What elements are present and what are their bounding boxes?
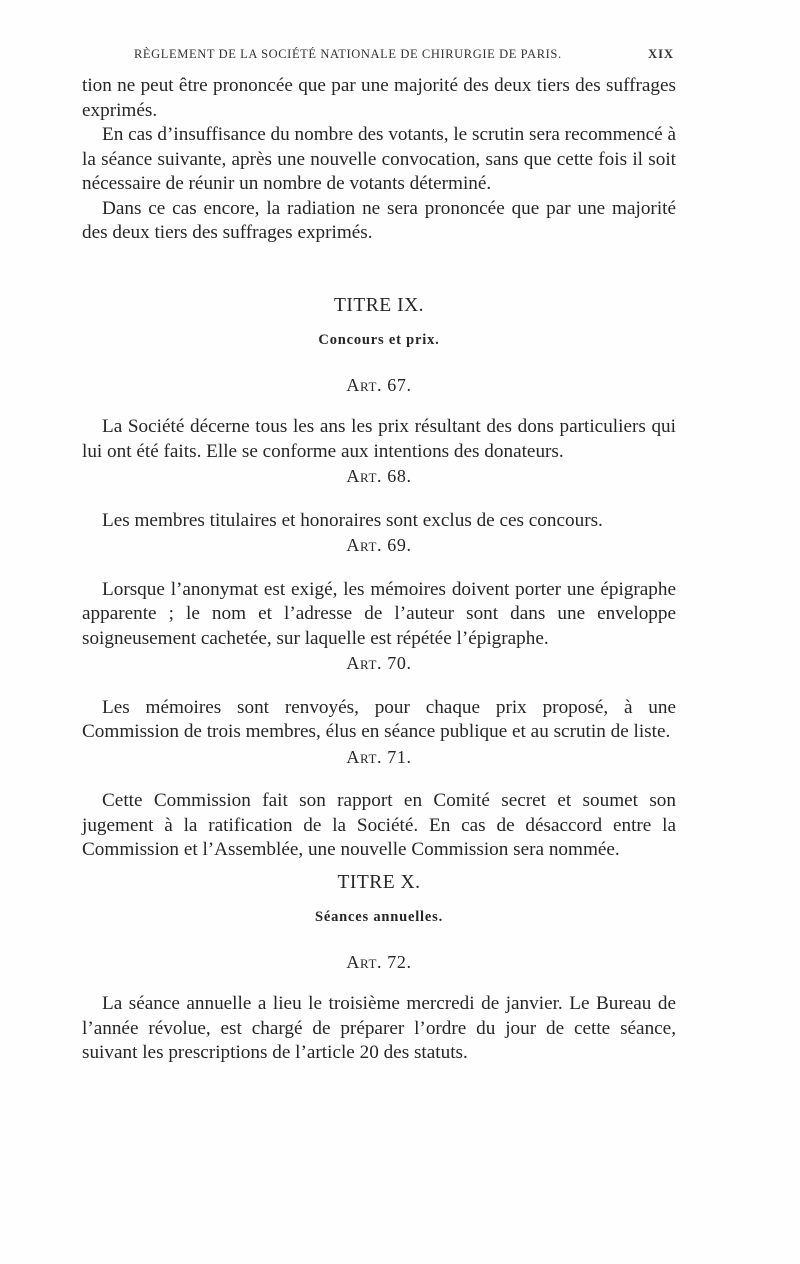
intro-paragraph: En cas d’insuffisance du nombre des votants, le scrutin sera recommencé à la séance suivante, après une nouvelle convocation, sans que cette fois il soit nécessaire de réunir un nombre de votants déterminé.	[82, 124, 677, 194]
article-70-text: Les mémoires sont renvoyés, pour chaque prix proposé, à une Commission de trois membres, élus en séance publique et au scrutin de liste.	[82, 696, 676, 742]
intro-paragraph: tion ne peut être prononcée que par une majorité des deux tiers des suffrages exprimés.	[82, 75, 676, 121]
running-header	[134, 47, 674, 62]
page-body	[82, 74, 676, 1066]
article-68-label: Art. 68.	[346, 466, 412, 486]
article-72-text: La séance annuelle a lieu le troisième mercredi de janvier. Le Bureau de l’année révolue, est chargé de préparer l’ordre du jour de cette séance, suivant les prescriptions de l’article 20 des statuts.	[82, 993, 676, 1063]
article-67-text: La Société décerne tous les ans les prix résultant des dons particuliers qui lui ont été faits. Elle se conforme aux intentions des donateurs.	[82, 416, 676, 462]
titre-x-heading: TITRE X.	[337, 871, 421, 893]
article-70-label: Art. 70.	[346, 653, 412, 673]
article-72-label: Art. 72.	[346, 951, 412, 972]
titre-ix-subtitle: Concours et prix.	[318, 332, 440, 348]
article-68-text: Les membres titulaires et honoraires sont exclus de ces concours.	[102, 509, 603, 531]
page-number: XIX	[648, 47, 674, 61]
article-67-label: Art. 67.	[346, 374, 412, 395]
article-71-text: Cette Commission fait son rapport en Comité secret et soumet son jugement à la ratification de la Société. En cas de désaccord entre la Commission et l’Assemblée, une nouvelle Commission sera nommée.	[82, 790, 676, 860]
article-69-text: Lorsque l’anonymat est exigé, les mémoires doivent porter une épigraphe apparente ; le nom et l’adresse de l’auteur sont dans une enveloppe soigneusement cachetée, sur laquelle est répétée l’épigraphe.	[82, 578, 676, 649]
intro-paragraph: Dans ce cas encore, la radiation ne sera prononcée que par une majorité des deux tiers des suffrages exprimés.	[82, 197, 676, 243]
article-71-label: Art. 71.	[346, 746, 412, 767]
running-title: RÈGLEMENT DE LA SOCIÉTÉ NATIONALE DE CHIRURGIE DE PARIS.	[134, 47, 562, 61]
article-69-label: Art. 69.	[346, 535, 412, 555]
titre-x-subtitle: Séances annuelles.	[315, 909, 443, 925]
titre-ix-heading: TITRE IX.	[333, 294, 425, 316]
